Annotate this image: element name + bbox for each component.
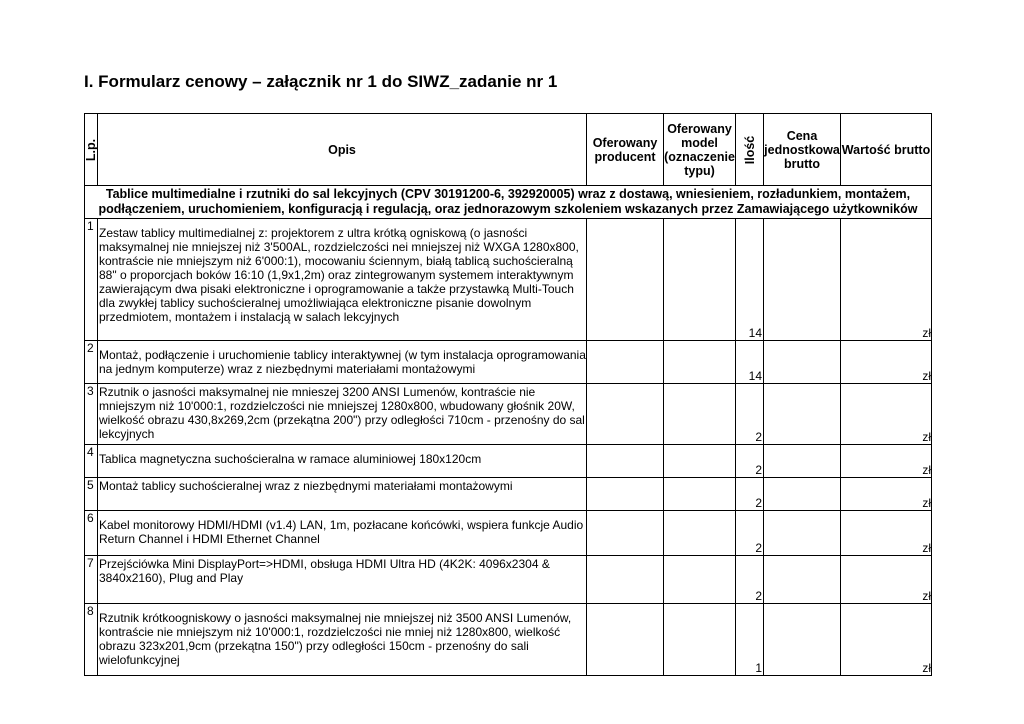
row-wartosc[interactable]: zł: [841, 478, 932, 511]
row-opis: Przejściówka Mini DisplayPort=>HDMI, obsługa HDMI Ultra HD (4K2K: 4096x2304 & 3840x2160), Plug and Play: [98, 556, 587, 604]
row-ilosc: 2: [736, 384, 764, 445]
table-row: [85, 341, 932, 384]
row-opis: Tablica magnetyczna suchościeralna w ramace aluminiowej 180x120cm: [98, 445, 587, 478]
header-model: Oferowany model (oznaczenie typu): [664, 114, 736, 186]
row-ilosc: 2: [736, 478, 764, 511]
table-row: [85, 445, 932, 478]
row-producent-input[interactable]: [587, 341, 664, 384]
row-model-input[interactable]: [664, 445, 736, 478]
row-model-input[interactable]: [664, 219, 736, 341]
header-row: [85, 114, 932, 186]
row-cena-input[interactable]: [764, 604, 841, 676]
row-cena-input[interactable]: [764, 478, 841, 511]
row-lp: 5: [85, 478, 98, 511]
row-opis: Kabel monitorowy HDMI/HDMI (v1.4) LAN, 1m, pozłacane końcówki, wspiera funkcje Audio Return Channel i HDMI Ethernet Channel: [98, 511, 587, 556]
row-wartosc[interactable]: zł: [841, 219, 932, 341]
table-row: [85, 604, 932, 676]
table-row: [85, 384, 932, 445]
row-ilosc: 2: [736, 556, 764, 604]
row-model-input[interactable]: [664, 478, 736, 511]
header-opis: Opis: [98, 114, 587, 186]
table-row: [85, 478, 932, 511]
row-wartosc[interactable]: zł: [841, 384, 932, 445]
row-opis: Montaż, podłączenie i uruchomienie tablicy interaktywnej (w tym instalacja oprogramowania na jednym komputerze) wraz z niezbędnymi materiałami montażowymi: [98, 341, 587, 384]
header-producent: Oferowany producent: [587, 114, 664, 186]
table-row: [85, 511, 932, 556]
row-lp: 7: [85, 556, 98, 604]
row-ilosc: 1: [736, 604, 764, 676]
price-form-table-wrapper: [84, 113, 932, 676]
header-cena: Cena jednostkowa brutto: [764, 114, 841, 186]
row-lp: 6: [85, 511, 98, 556]
row-cena-input[interactable]: [764, 341, 841, 384]
row-wartosc[interactable]: zł: [841, 556, 932, 604]
row-lp: 8: [85, 604, 98, 676]
row-cena-input[interactable]: [764, 384, 841, 445]
row-ilosc: 2: [736, 511, 764, 556]
row-cena-input[interactable]: [764, 511, 841, 556]
row-model-input[interactable]: [664, 556, 736, 604]
table-row: [85, 556, 932, 604]
row-model-input[interactable]: [664, 511, 736, 556]
header-wartosc: Wartość brutto: [841, 114, 932, 186]
row-wartosc[interactable]: zł: [841, 341, 932, 384]
row-opis: Rzutnik krótkoogniskowy o jasności maksymalnej nie mniejszej niż 3500 ANSI Lumenów, kontraście nie mniejszym niż 10'000:1, rozdzielczości nie mniej niż 1280x800, wielkość obrazu 323x201,9cm (przekątna 150") przy odległości 150cm - przenośny do sali wielofunkcyjnej: [98, 604, 587, 676]
section-description: Tablice multimedialne i rzutniki do sal lekcyjnych (CPV 30191200-6, 392920005) wraz z dostawą, wniesieniem, rozładunkiem, montażem, podłączeniem, uruchomieniem, konfiguracją i regulacją, oraz jednorazowym szkoleniem wskazanych przez Zamawiającego użytkowników: [85, 186, 932, 219]
row-producent-input[interactable]: [587, 511, 664, 556]
row-lp: 2: [85, 341, 98, 384]
row-ilosc: 14: [736, 219, 764, 341]
row-producent-input[interactable]: [587, 445, 664, 478]
page-title: I. Formularz cenowy – załącznik nr 1 do SIWZ_zadanie nr 1: [84, 72, 558, 91]
table-row: [85, 219, 932, 341]
row-producent-input[interactable]: [587, 556, 664, 604]
row-lp: 3: [85, 384, 98, 445]
row-lp: 4: [85, 445, 98, 478]
row-opis: Montaż tablicy suchościeralnej wraz z niezbędnymi materiałami montażowymi: [98, 478, 587, 511]
row-ilosc: 14: [736, 341, 764, 384]
row-producent-input[interactable]: [587, 478, 664, 511]
row-wartosc[interactable]: zł: [841, 604, 932, 676]
row-cena-input[interactable]: [764, 556, 841, 604]
price-form-table: [84, 113, 932, 676]
row-producent-input[interactable]: [587, 219, 664, 341]
row-wartosc[interactable]: zł: [841, 511, 932, 556]
row-producent-input[interactable]: [587, 384, 664, 445]
header-ilosc: Ilość: [736, 114, 764, 186]
row-opis: Rzutnik o jasności maksymalnej nie mnieszej 3200 ANSI Lumenów, kontraście nie mniejszym niż 10'000:1, rozdzielczości nie mniejszej 1280x800, wbudowany głośnik 20W, wielkość obrazu 430,8x269,2cm (przekątna 200") przy odległości 710cm - przenośny do sal lekcyjnych: [98, 384, 587, 445]
row-producent-input[interactable]: [587, 604, 664, 676]
header-lp: L.p.: [85, 114, 98, 186]
row-model-input[interactable]: [664, 341, 736, 384]
row-ilosc: 2: [736, 445, 764, 478]
row-wartosc[interactable]: zł: [841, 445, 932, 478]
row-cena-input[interactable]: [764, 445, 841, 478]
row-model-input[interactable]: [664, 384, 736, 445]
row-opis: Zestaw tablicy multimedialnej z: projektorem z ultra krótką ogniskową (o jasności maksymalnej nie mniejszej niż 3'500AL, rozdzielczości nei mniejszej niż WXGA 1280x800, kontraście nie mniejszym niż 6'000:1), mocowaniu ściennym, białą tablicą suchościeralną 88" o proporcjach boków 16:10 (1,9x1,2m) oraz zintegrowanym systemem interaktywnym zawierającym dwa pisaki elektroniczne i oprogramowanie a także przystawką Multi-Touch dla zwykłej tablicy suchościeralnej umożliwiająca elektroniczne pisanie dowolnym przedmiotem, montażem i instalacją w salach lekcyjnych: [98, 219, 587, 341]
row-cena-input[interactable]: [764, 219, 841, 341]
row-model-input[interactable]: [664, 604, 736, 676]
section-row: [85, 186, 932, 219]
row-lp: 1: [85, 219, 98, 341]
